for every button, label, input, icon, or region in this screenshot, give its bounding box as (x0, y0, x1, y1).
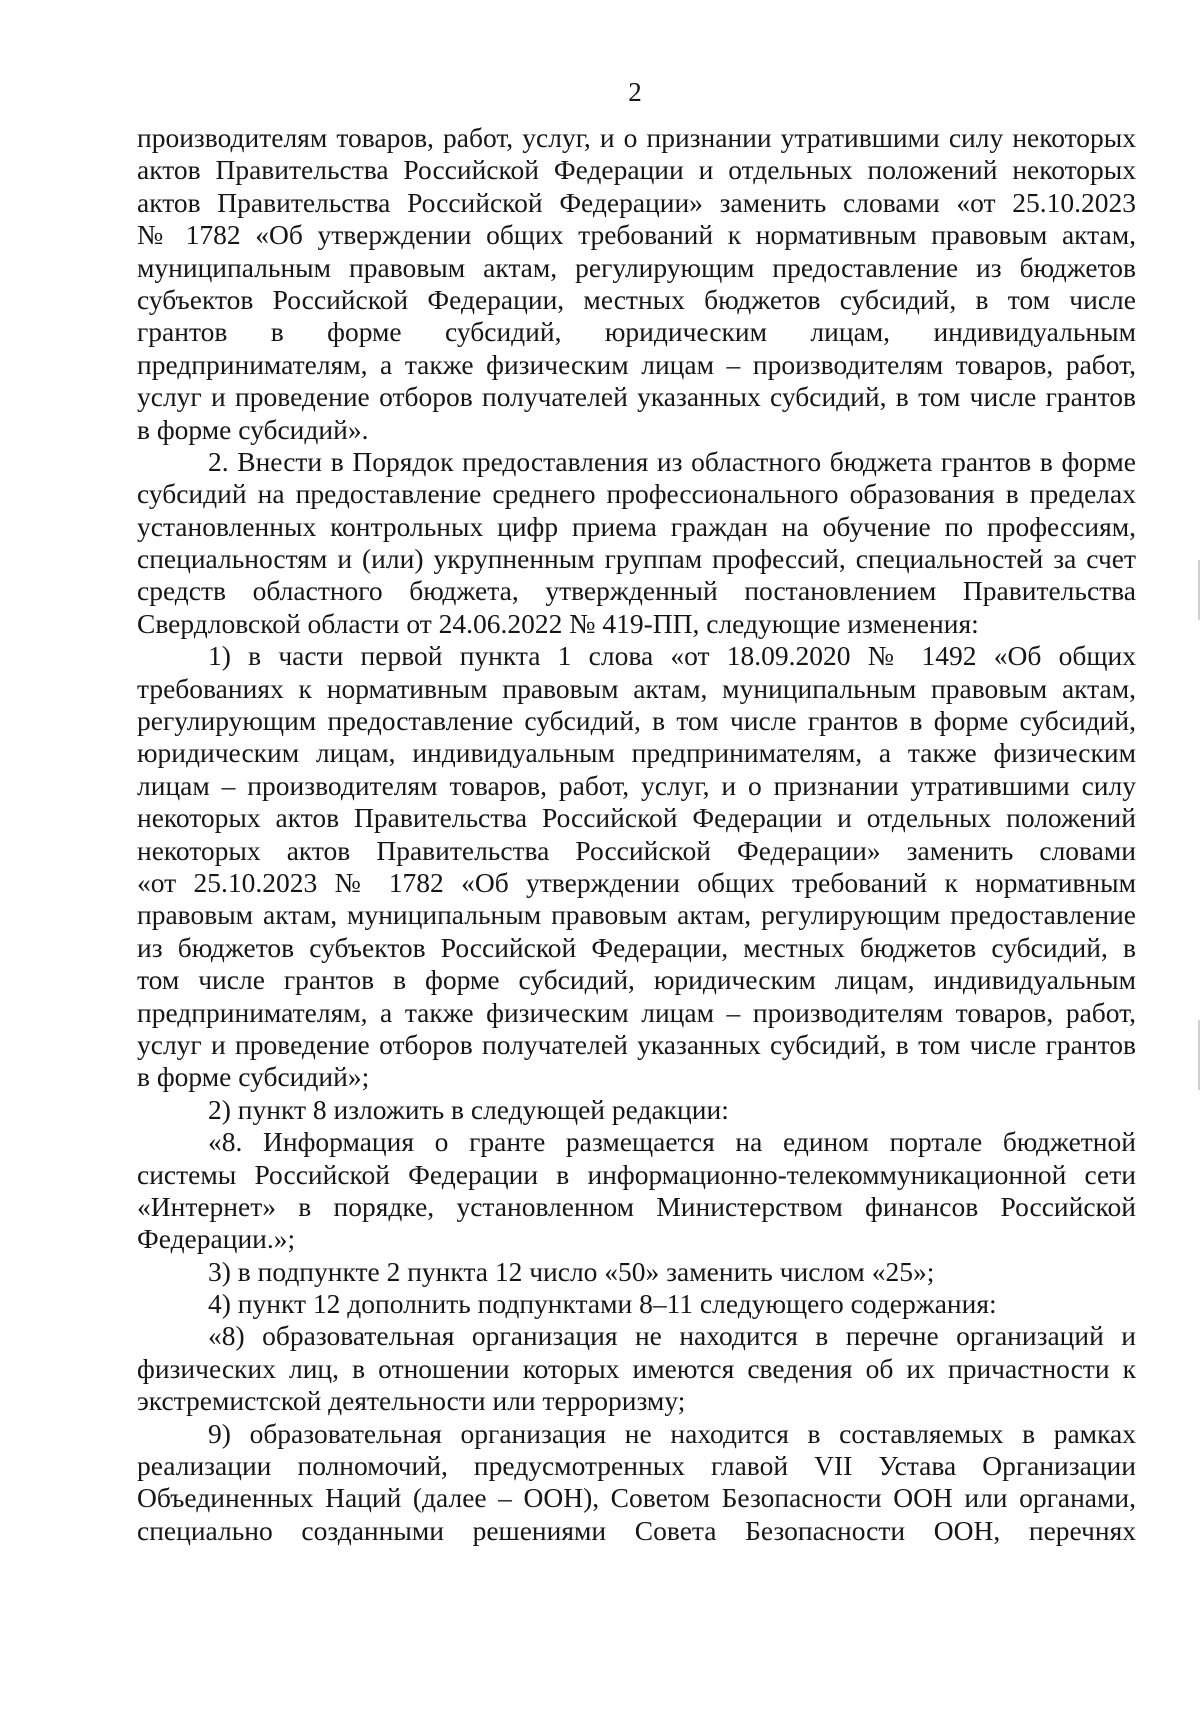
text-line: в форме субсидий»; (137, 1061, 370, 1093)
text-line: актов Правительства Российской Федерации и отдельных положений некоторых (137, 154, 1136, 186)
text-line: некоторых актов Правительства Российской Федерации и отдельных положений (137, 802, 1136, 834)
text-line: № 1782 «Об утверждении общих требований к нормативным правовым актам, (137, 219, 1136, 251)
text-line: грантов в форме субсидий, юридическим лицам, индивидуальным (137, 316, 1136, 348)
text-line: средств областного бюджета, утвержденный постановлением Правительства (137, 575, 1136, 607)
text-line: Федерации.»; (137, 1223, 296, 1255)
text-line: реализации полномочий, предусмотренных главой VII Устава Организации (137, 1450, 1136, 1482)
text-line: услуг и проведение отборов получателей указанных субсидий, в том числе грантов (137, 381, 1136, 413)
text-line: 9) образовательная организация не находится в составляемых в рамках (208, 1417, 1136, 1449)
text-line: муниципальным правовым актам, регулирующим предоставление из бюджетов (137, 251, 1136, 283)
text-line: Свердловской области от 24.06.2022 № 419-ПП, следующие изменения: (137, 607, 979, 639)
text-line: «8. Информация о гранте размещается на едином портале бюджетной (208, 1126, 1136, 1158)
text-line: установленных контрольных цифр приема граждан на обучение по профессиям, (137, 510, 1136, 542)
text-line: «8) образовательная организация не находится в перечне организаций и (208, 1320, 1136, 1352)
text-line: некоторых актов Правительства Российской Федерации» заменить словами (137, 834, 1136, 866)
text-line: юридическим лицам, индивидуальным предпринимателям, а также физическим (137, 737, 1136, 769)
text-line: 2) пункт 8 изложить в следующей редакции: (208, 1093, 729, 1125)
text-line: 2. Внести в Порядок предоставления из областного бюджета грантов в форме (208, 445, 1136, 477)
text-line: 4) пункт 12 дополнить подпунктами 8–11 следующего содержания: (208, 1288, 997, 1320)
text-line: системы Российской Федерации в информационно-телекоммуникационной сети (137, 1158, 1136, 1190)
document-text (137, 122, 1136, 1547)
text-line: «Интернет» в порядке, установленном Министерством финансов Российской (137, 1190, 1136, 1222)
text-line: 1) в части первой пункта 1 слова «от 18.09.2020 № 1492 «Об общих (208, 640, 1136, 672)
text-line: требованиях к нормативным правовым актам, муниципальным правовым актам, (137, 672, 1136, 704)
text-line: субъектов Российской Федерации, местных бюджетов субсидий, в том числе (137, 283, 1136, 315)
text-line: предпринимателям, а также физическим лицам – производителям товаров, работ, (137, 996, 1136, 1028)
text-line: субсидий на предоставление среднего профессионального образования в пределах (137, 478, 1136, 510)
text-line: правовым актам, муниципальным правовым актам, регулирующим предоставление (137, 899, 1136, 931)
text-line: регулирующим предоставление субсидий, в том числе грантов в форме субсидий, (137, 705, 1136, 737)
text-line: из бюджетов субъектов Российской Федерации, местных бюджетов субсидий, в (137, 931, 1136, 963)
text-line: актов Правительства Российской Федерации» заменить словами «от 25.10.2023 (137, 186, 1136, 218)
text-line: лицам – производителям товаров, работ, услуг, и о признании утратившими силу (137, 769, 1136, 801)
text-line: специально созданными решениями Совета Безопасности ООН, перечнях (137, 1514, 1136, 1546)
text-line: производителям товаров, работ, услуг, и о признании утратившими силу некоторых (137, 122, 1136, 153)
text-line: «от 25.10.2023 № 1782 «Об утверждении общих требований к нормативным (137, 866, 1136, 898)
text-line: экстремистской деятельности или терроризму; (137, 1385, 686, 1417)
text-line: Объединенных Наций (далее – ООН), Советом Безопасности ООН или органами, (137, 1482, 1136, 1514)
text-line: в форме субсидий». (137, 413, 369, 445)
text-line: 3) в подпункте 2 пункта 12 число «50» заменить числом «25»; (208, 1255, 935, 1287)
text-line: услуг и проведение отборов получателей указанных субсидий, в том числе грантов (137, 1028, 1136, 1060)
text-line: том числе грантов в форме субсидий, юридическим лицам, индивидуальным (137, 964, 1136, 996)
text-line: специальностям и (или) укрупненным группам профессий, специальностей за счет (137, 543, 1136, 575)
page-number: 2 (628, 77, 642, 107)
text-line: физических лиц, в отношении которых имеются сведения об их причастности к (137, 1352, 1136, 1384)
text-line: предпринимателям, а также физическим лицам – производителям товаров, работ, (137, 348, 1136, 380)
